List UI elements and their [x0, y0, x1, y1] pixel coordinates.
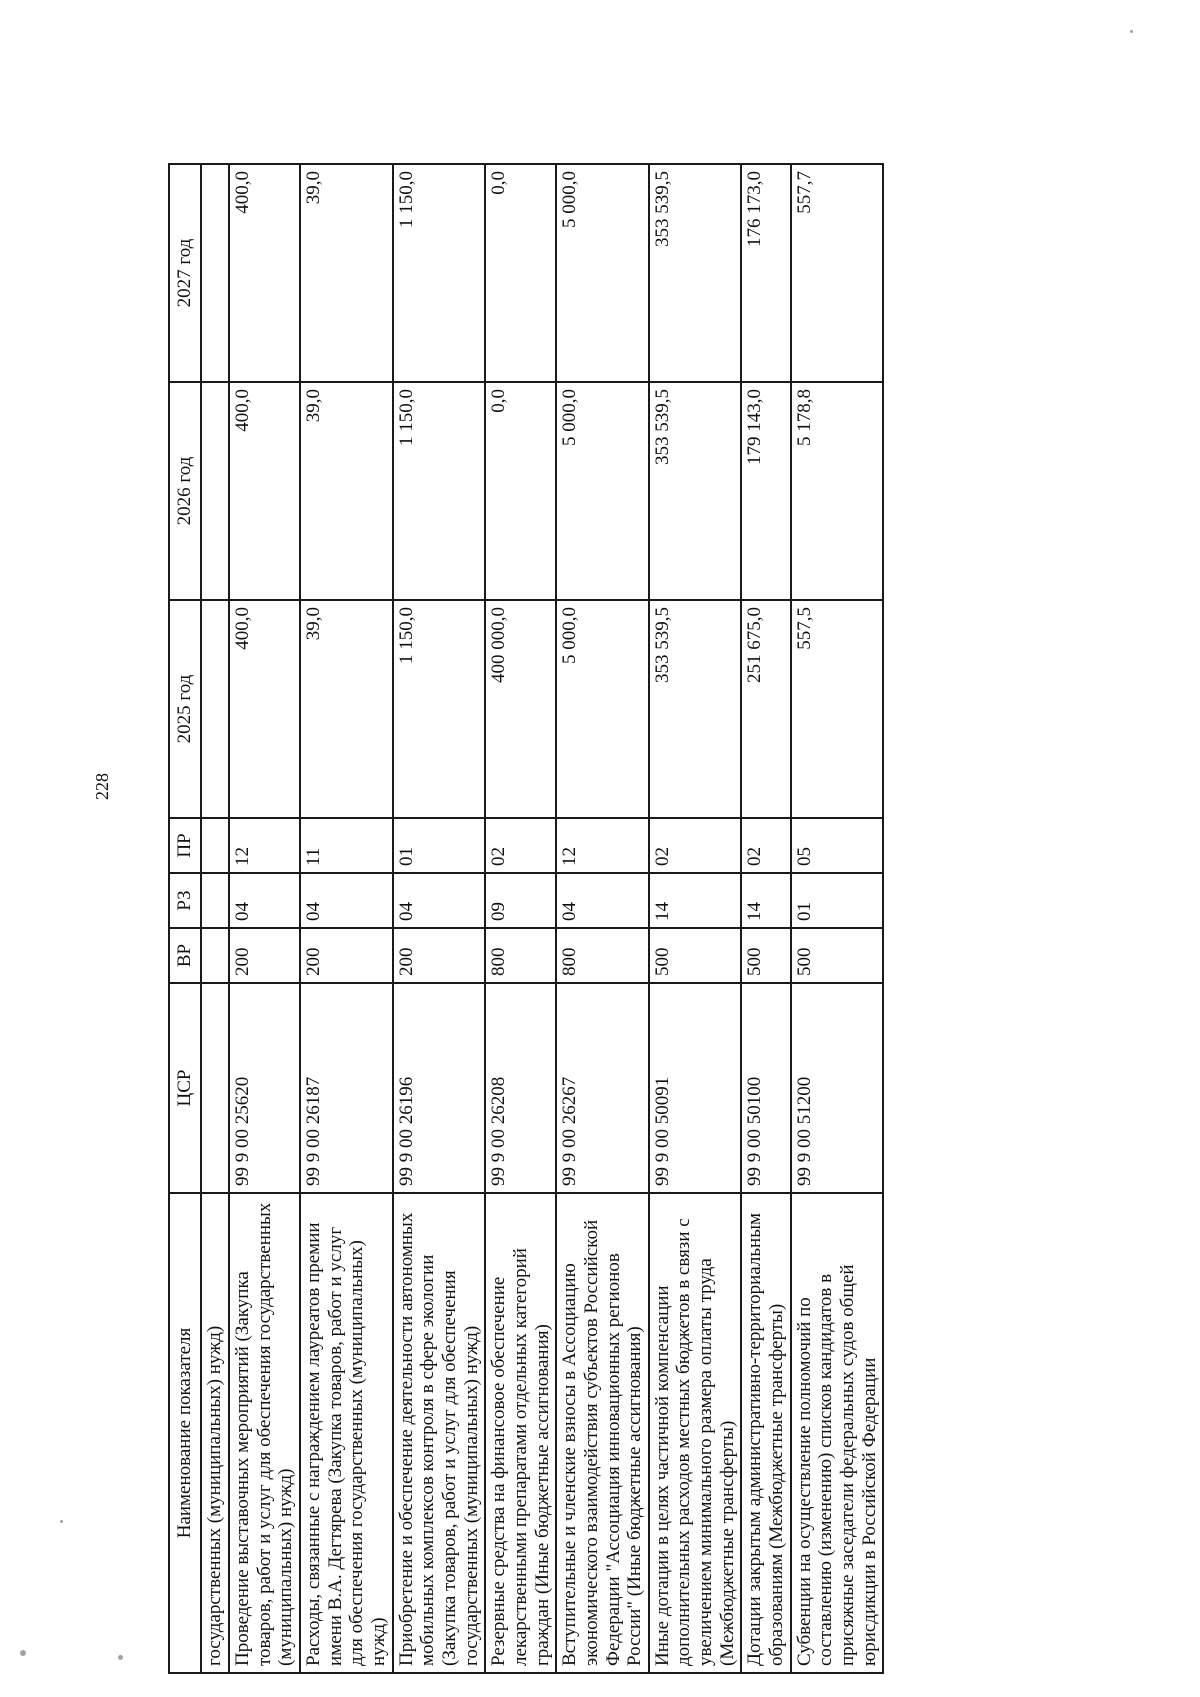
cell-rz: 04: [556, 873, 649, 928]
cell-continuation: государственных (муниципальных) нужд): [201, 1193, 229, 1673]
cell-vr: 200: [300, 928, 393, 983]
cell-2027: 557,7: [791, 164, 884, 382]
cell-rz: 14: [649, 873, 742, 928]
cell-pr: 05: [791, 818, 884, 873]
scan-speck: [118, 1655, 123, 1660]
cell-2026: 0,0: [485, 382, 556, 600]
cell-rz: 14: [741, 873, 790, 928]
cell-2025: 39,0: [300, 600, 393, 818]
cell-csr: 99 9 00 26267: [556, 983, 649, 1193]
cell-2025: 557,5: [791, 600, 884, 818]
cell-vr: 800: [485, 928, 556, 983]
cell-pr: 11: [300, 818, 393, 873]
header-2025: 2025 год: [169, 600, 201, 818]
header-csr: ЦСР: [169, 983, 201, 1193]
table-row: [300, 164, 393, 1673]
budget-table: [168, 163, 884, 1674]
cell-csr: 99 9 00 26208: [485, 983, 556, 1193]
cell-2027: 176 173,0: [741, 164, 790, 382]
cell-name: Субвенции на осуществление полномочий по составлению (изменению) списков кандидатов в присяжные заседатели федеральных судов общей юрисдикции в Российской Федерации: [791, 1193, 884, 1673]
header-name: Наименование показателя: [169, 1193, 201, 1673]
header-pr: ПР: [169, 818, 201, 873]
cell-name: Проведение выставочных мероприятий (Закупка товаров, работ и услуг для обеспечения государственных (муниципальных) нужд): [229, 1193, 300, 1673]
cell-name: Расходы, связанные с награждением лауреатов премии имени В.А. Дегтярева (Закупка товаров, работ и услуг для обеспечения государственных (муниципальных) нужд): [300, 1193, 393, 1673]
cell-2026: 5 178,8: [791, 382, 884, 600]
cell-2026: 353 539,5: [649, 382, 742, 600]
table-row: [229, 164, 300, 1673]
table-row: [791, 164, 884, 1673]
scan-speck: [1130, 30, 1133, 33]
cell-2025: 400 000,0: [485, 600, 556, 818]
cell-2025: 400,0: [229, 600, 300, 818]
cell-csr: 99 9 00 26187: [300, 983, 393, 1193]
table-header-row: [169, 164, 201, 1673]
cell-csr: 99 9 00 51200: [791, 983, 884, 1193]
page-number: 228: [92, 773, 112, 800]
cell-csr: 99 9 00 50091: [649, 983, 742, 1193]
cell-2025: 251 675,0: [741, 600, 790, 818]
table-row: [485, 164, 556, 1673]
cell-pr: 01: [393, 818, 486, 873]
table-row: [649, 164, 742, 1673]
cell-pr: 12: [556, 818, 649, 873]
cell-vr: 200: [229, 928, 300, 983]
header-2026: 2026 год: [169, 382, 201, 600]
cell-2026: 179 143,0: [741, 382, 790, 600]
cell-pr: 12: [229, 818, 300, 873]
cell-2026: 5 000,0: [556, 382, 649, 600]
cell-2027: 0,0: [485, 164, 556, 382]
cell-2027: 400,0: [229, 164, 300, 382]
cell-pr: 02: [741, 818, 790, 873]
cell-vr: 500: [649, 928, 742, 983]
cell-2027: 39,0: [300, 164, 393, 382]
cell-pr: 02: [485, 818, 556, 873]
cell-2026: 1 150,0: [393, 382, 486, 600]
cell-2027: 353 539,5: [649, 164, 742, 382]
cell-rz: 01: [791, 873, 884, 928]
cell-name: Вступительные и членские взносы в Ассоциацию экономического взаимодействия субъектов Российской Федерации "Ассоциация инновационных регионов России" (Иные бюджетные ассигнования): [556, 1193, 649, 1673]
cell-2025: 5 000,0: [556, 600, 649, 818]
cell-vr: 500: [791, 928, 884, 983]
cell-rz: 04: [300, 873, 393, 928]
cell-pr: 02: [649, 818, 742, 873]
rotated-table-wrapper: [168, 164, 1132, 1674]
cell-2026: 39,0: [300, 382, 393, 600]
cell-vr: 200: [393, 928, 486, 983]
cell-csr: 99 9 00 50100: [741, 983, 790, 1193]
table-row: [393, 164, 486, 1673]
header-vr: ВР: [169, 928, 201, 983]
cell-vr: 500: [741, 928, 790, 983]
table-row: [556, 164, 649, 1673]
cell-rz: 04: [393, 873, 486, 928]
cell-vr: 800: [556, 928, 649, 983]
header-rz: РЗ: [169, 873, 201, 928]
scan-speck: [60, 1520, 63, 1523]
header-2027: 2027 год: [169, 164, 201, 382]
table-row-continuation: [201, 164, 229, 1673]
cell-2027: 5 000,0: [556, 164, 649, 382]
cell-rz: 04: [229, 873, 300, 928]
cell-2025: 1 150,0: [393, 600, 486, 818]
cell-csr: 99 9 00 26196: [393, 983, 486, 1193]
cell-2025: 353 539,5: [649, 600, 742, 818]
cell-name: Дотации закрытым административно-территориальным образованиям (Межбюджетные трансферты): [741, 1193, 790, 1673]
scan-speck: [20, 1650, 26, 1656]
cell-rz: 09: [485, 873, 556, 928]
table-row: [741, 164, 790, 1673]
cell-csr: 99 9 00 25620: [229, 983, 300, 1193]
cell-2026: 400,0: [229, 382, 300, 600]
cell-name: Приобретение и обеспечение деятельности автономных мобильных комплексов контроля в сфере экологии (Закупка товаров, работ и услуг для обеспечения государственных (муниципальных) нужд): [393, 1193, 486, 1673]
cell-name: Резервные средства на финансовое обеспечение лекарственными препаратами отдельных категорий граждан (Иные бюджетные ассигнования): [485, 1193, 556, 1673]
cell-2027: 1 150,0: [393, 164, 486, 382]
cell-name: Иные дотации в целях частичной компенсации дополнительных расходов местных бюджетов в связи с увеличением минимального размера оплаты труда (Межбюджетные трансферты): [649, 1193, 742, 1673]
